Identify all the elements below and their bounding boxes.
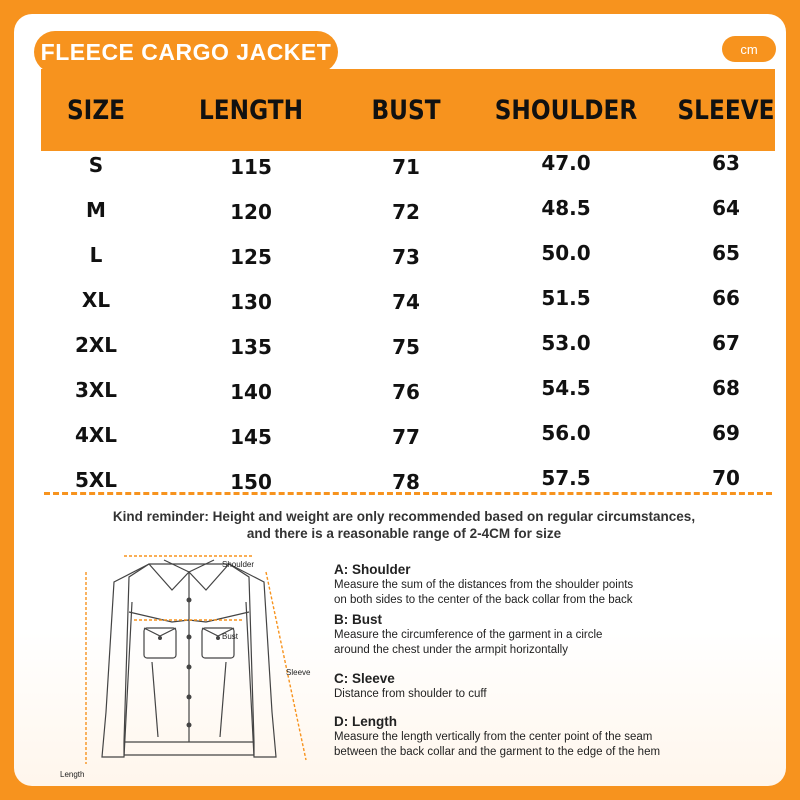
measure-bust-desc-1: Measure the circumference of the garment in a circle (334, 629, 603, 641)
table-row (41, 324, 775, 369)
reminder-line-1: Kind reminder: Height and weight are only recommended based on regular circumstances, (112, 509, 696, 524)
sleeve-label: Sleeve (286, 668, 311, 677)
table-row (41, 189, 775, 234)
cell-size: 2XL (74, 332, 118, 357)
measure-bust-title: B: Bust (334, 612, 382, 627)
unit-badge: cm (722, 36, 776, 62)
shoulder-label: Shoulder (222, 560, 255, 569)
cell-bust: 71 (392, 154, 420, 179)
measure-sleeve (334, 670, 764, 702)
table-row (41, 279, 775, 324)
cell-bust: 75 (392, 334, 420, 359)
cell-bust: 78 (392, 469, 420, 494)
cell-sleeve: 69 (712, 420, 740, 445)
measure-shoulder-desc-1: Measure the sum of the distances from the shoulder points (334, 579, 634, 591)
cell-size: S (88, 152, 104, 177)
bust-label: Bust (222, 632, 239, 641)
reminder-line-2: and there is a reasonable range of 2-4CM for size (246, 526, 562, 541)
cell-size: 3XL (74, 377, 118, 402)
cell-size: XL (81, 287, 111, 312)
cell-size: L (89, 242, 103, 267)
cell-shoulder: 48.5 (541, 195, 591, 220)
measure-sleeve-desc-1: Distance from shoulder to cuff (334, 688, 487, 700)
measure-sleeve-title: C: Sleeve (334, 671, 395, 686)
divider (44, 492, 772, 495)
cell-sleeve: 68 (712, 375, 740, 400)
cell-shoulder: 53.0 (541, 330, 591, 355)
measure-bust (334, 611, 764, 658)
header-size: SIZE (66, 94, 126, 126)
cell-sleeve: 67 (712, 330, 740, 355)
cell-length: 120 (230, 199, 272, 224)
cell-sleeve: 66 (712, 285, 740, 310)
table-header (41, 69, 775, 151)
cell-length: 125 (230, 244, 272, 269)
cell-shoulder: 47.0 (541, 150, 591, 175)
cell-size: M (86, 197, 106, 222)
cell-bust: 77 (392, 424, 420, 449)
header-bust: BUST (371, 94, 441, 126)
cell-bust: 72 (392, 199, 420, 224)
cell-length: 140 (230, 379, 272, 404)
table-row (41, 459, 775, 504)
cell-shoulder: 50.0 (541, 240, 591, 265)
cell-length: 150 (230, 469, 272, 494)
cell-size: 4XL (74, 422, 118, 447)
measure-length-title: D: Length (334, 714, 397, 729)
product-title: FLEECE CARGO JACKET (34, 31, 338, 73)
size-chart-card (14, 14, 786, 786)
measure-shoulder-desc-2: on both sides to the center of the back collar from the back (334, 594, 633, 606)
cell-length: 130 (230, 289, 272, 314)
cell-sleeve: 70 (712, 465, 740, 490)
cell-shoulder: 54.5 (541, 375, 591, 400)
cell-bust: 73 (392, 244, 420, 269)
measure-length (334, 713, 764, 760)
cell-shoulder: 51.5 (541, 285, 591, 310)
measure-bust-desc-2: around the chest under the armpit horizontally (334, 644, 568, 656)
header-sleeve: SLEEVE (677, 94, 775, 126)
cell-size: 5XL (74, 467, 118, 492)
table-row (41, 144, 775, 189)
measure-shoulder (334, 561, 764, 608)
cell-length: 115 (230, 154, 272, 179)
table-row (41, 234, 775, 279)
cell-length: 145 (230, 424, 272, 449)
cell-shoulder: 56.0 (541, 420, 591, 445)
cell-shoulder: 57.5 (541, 465, 591, 490)
cell-sleeve: 64 (712, 195, 740, 220)
jacket-diagram (54, 542, 324, 782)
cell-bust: 76 (392, 379, 420, 404)
cell-sleeve: 65 (712, 240, 740, 265)
kind-reminder (54, 508, 754, 542)
table-row (41, 369, 775, 414)
cell-bust: 74 (392, 289, 420, 314)
measure-shoulder-title: A: Shoulder (334, 562, 411, 577)
length-label: Length (60, 770, 85, 779)
header-shoulder: SHOULDER (494, 94, 638, 126)
cell-sleeve: 63 (712, 150, 740, 175)
table-row (41, 414, 775, 459)
measure-length-desc-1: Measure the length vertically from the center point of the seam (334, 731, 653, 743)
header-length: LENGTH (198, 94, 304, 126)
jacket-outline-icon (54, 542, 324, 782)
cell-length: 135 (230, 334, 272, 359)
measure-length-desc-2: between the back collar and the garment to the edge of the hem (334, 746, 661, 758)
